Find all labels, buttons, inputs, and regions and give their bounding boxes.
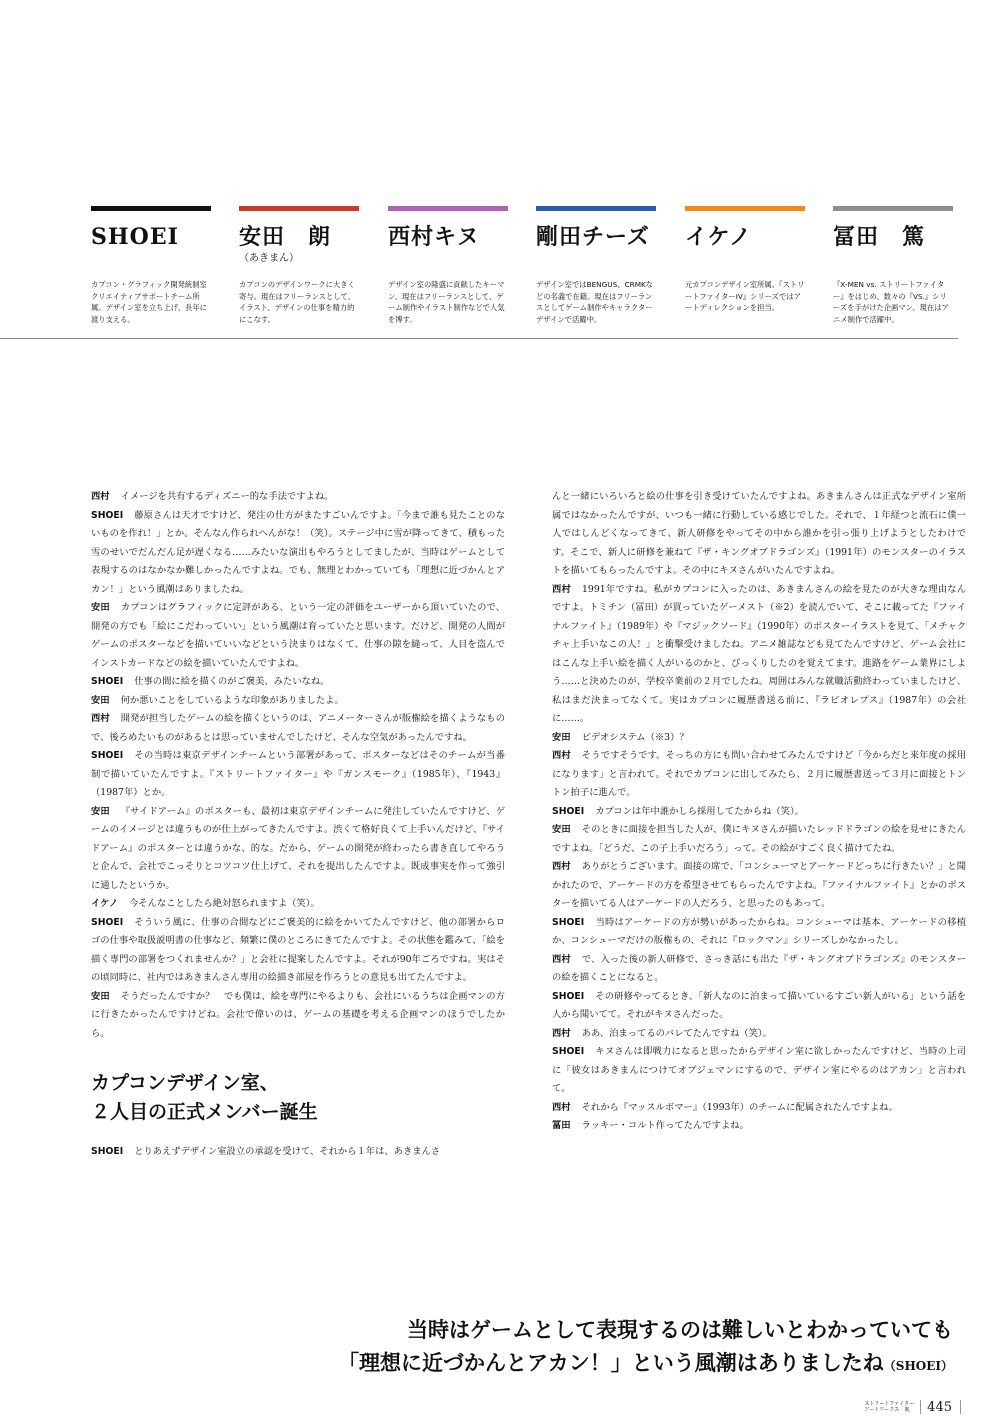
dialogue-text: そうですそうです。そっちの方にも問い合わせてみたんですけど「今からだと来年度の採用になります」と言われて。それでカプコンに出してみたら、２月に履歴書送って３月に面接とトントン拍子に進んで。: [552, 750, 966, 798]
speaker-name: SHOEI: [552, 916, 585, 928]
dialogue-text: 1991年ですね。私がカプコンに入ったのは、あきまんさんの絵を見たのが大きな理由なんですよ。トミチン（冨田）が買っていたゲーメスト（※2）を読んでいて、そこに載ってた『ファイナルファイト』（1989年）や『マジックソード』（1990年）のポスターイラストを見て、「メチャクチャ上手いなこの人！」と衝撃受けましたね。アニメ雑誌なども見てたんですけど、ゲーム会社にはこんな上手い絵を描く人がいるのかと、びっくりしたのを覚えてます。進路をゲーム業界にしよう……と決めたのが、学校卒業前の２月でしたね。周囲はみんな就職活動終わっていましたけど、私はまだ決まってなくて。実はカプコンに履歴書送る前に、『ラビオレプス』（1987年）の会社に……。: [552, 583, 966, 724]
dialogue-text: その研修やってるとき、「新人なのに泊まって描いているすごい新人がいる」という話を人から聞いてて。それがキヌさんだった。: [552, 990, 966, 1020]
dialogue-text: キヌさんは即戦力になると思ったからデザイン室に欲しかったんですけど、当時の上司に「彼女はあきまんにつけてオブジェマンにするので、デザイン室にやるのはアカン」と言われて。: [552, 1046, 966, 1094]
interview-column-left: [91, 488, 505, 1162]
profile-yasuda: [239, 206, 359, 325]
section-heading: [91, 1069, 505, 1127]
profile-description: デザイン室の隆盛に貢献したキーマン。現在はフリーランスとして、ゲーム制作やイラスト制作などで人気を博す。: [388, 280, 505, 324]
speaker-name: 西村: [552, 750, 571, 761]
profile-ikeno: [685, 206, 805, 314]
dialogue-list: [91, 488, 505, 1043]
speaker-name: SHOEI: [91, 676, 124, 687]
speaker-name: イケノ: [91, 898, 119, 909]
profile-color-bar: [388, 206, 508, 211]
dialogue-text: それから『マッスルボマー』（1993年）のチームに配属されたんですよね。: [581, 1101, 898, 1113]
dialogue-text: その当時は東京デザインチームという部署があって、ポスターなどはそのチームが当番制で描いていたんですよ。『ストリートファイター』や『ガンスモーク』（1985年）、『1943』（1987年）とか。: [91, 750, 505, 798]
dialogue-text: 開発が担当したゲームの絵を描くというのは、アニメーターさんが版権絵を描くようなもので、後ろめたいものがあるとは思っていませんでしたけど、そんな空気があったんですね。: [91, 713, 505, 743]
pull-quote-line: [338, 1346, 953, 1383]
profile-description: カプコンのデザインワークに大きく寄与。現在はフリーランスとして、イラスト、デザインの仕事を精力的にこなす。: [239, 280, 356, 324]
dialogue-text: カプコンはグラフィックに定評がある、という一定の評価をユーザーから頂いていたので、開発の方でも「絵にこだわっていい」という風潮は育っていたと思います。だけど、開発の人間がゲームのポスターなどを描いていいなどという決まりはなくて、仕事の隙を縫って、人目を盗んでインストカードなどの絵を描いていたんですよね。: [91, 602, 505, 669]
footer-separator: [960, 1400, 961, 1414]
dialogue-text: 仕事の間に絵を描くのがご褒美、みたいなね。: [134, 676, 330, 687]
dialogue-text: そのときに面接を担当した人が、僕にキヌさんが描いたレッドドラゴンの絵を見せにきたんですよね。「どうだ、この子上手いだろう」って。その絵がすごく良く描けてたね。: [552, 824, 966, 854]
speaker-name: 西村: [552, 583, 571, 595]
profile-description: 元カプコンデザイン室所属。『ストリートファイターIV』シリーズではアートディレクションを担当。: [685, 280, 805, 312]
dialogue-line: [552, 1099, 966, 1118]
dialogue-line: [552, 858, 966, 914]
speaker-name: SHOEI: [91, 750, 124, 761]
profile-tomita: [833, 206, 953, 325]
dialogue-line: [552, 488, 966, 581]
speaker-name: SHOEI: [91, 1146, 124, 1157]
book-title-line: アートワークス 裏: [864, 1407, 910, 1413]
dialogue-line: [552, 747, 966, 803]
profile-reading: [536, 252, 656, 266]
speaker-name: 安田: [91, 694, 110, 706]
dialogue-line: [552, 914, 966, 951]
profile-reading: （あきまん）: [239, 253, 299, 264]
dialogue-line: [552, 1117, 966, 1136]
dialogue-list: [552, 488, 966, 1136]
speaker-name: 冨田: [552, 1120, 571, 1131]
profile-divider: [0, 338, 958, 339]
speaker-name: SHOEI: [552, 990, 585, 1002]
book-title-line: ストリートファイター: [864, 1401, 915, 1407]
pull-quote-line: 当時はゲームとして表現するのは難しいとわかっていても: [407, 1317, 953, 1342]
dialogue-text: イメージを共有するディズニー的な手法ですよね。: [120, 491, 334, 502]
dialogue-text: 何か悪いことをしているような印象がありましたよ。: [120, 694, 344, 706]
speaker-name: 安田: [552, 824, 571, 835]
profile-reading: [91, 252, 211, 266]
interview-column-right: [552, 488, 966, 1136]
dialogue-line: [91, 710, 505, 747]
page-footer: [864, 1396, 961, 1418]
pull-quote-text: 「理想に近づかんとアカン！」という風潮はありましたね: [337, 1350, 884, 1375]
dialogue-text: 今そんなことしたら絶対怒られますよ（笑）。: [129, 898, 320, 909]
speaker-name: SHOEI: [91, 916, 124, 928]
dialogue-line: [552, 1025, 966, 1044]
dialogue-text: で、入った後の新人研修で、さっき話にも出た『ザ・キングオブドラゴンズ』のモンスターの絵を描くことになると。: [552, 953, 966, 983]
section-heading-line: カプコンデザイン室、: [91, 1072, 279, 1094]
dialogue-line: [552, 951, 966, 988]
profile-reading: [388, 252, 508, 266]
dialogue-text: そういう風に、仕事の合間などにご褒美的に絵をかいてたんですけど、他の部署からロゴの仕事や取扱説明書の仕事など、頻繁に僕のところにきてたんですよ。その状態を鑑みて、「絵を描く専門の部署をつくれませんか？」と会社に提案したんですよ。それが90年ごろですね。実はその頃同時に、社内ではあきまんさん専用の絵描き部屋を作ろうとの意見も出てたんですよ。: [91, 916, 505, 983]
dialogue-text: 藤原さんは天才ですけど、発注の仕方がまたすごいんですよ。「今まで誰も見たことのないものを作れ！」とか。そんなん作られへんがな！（笑）。ステージ中に雪が降ってきて、積もった雪のせいでだんだん足が遅くなる……みたいな演出もやろうとしてましたが、当時はゲームとして表現するのはなかなか難しかったんですよね。でも、無理とわかっていても「理想に近づかんとアカン！」という風潮はありましたね。: [91, 509, 505, 595]
dialogue-line: [552, 1043, 966, 1099]
speaker-name: 西村: [552, 953, 571, 965]
dialogue-line: [91, 988, 505, 1044]
dialogue-text: カプコンは年中誰かしら採用してたからね（笑）。: [595, 805, 804, 817]
dialogue-text: ありがとうございます。面接の席で、「コンシューマとアーケードどっちに行きたい？」と聞かれたので、アーケードの方を希望させてもらったんですよね。『ファイナルファイト』とかのポスターを描いてる人はアーケードの人だろう、と思ったのもあって。: [552, 861, 966, 909]
dialogue-text: ビデオシステム（※3）？: [581, 731, 689, 743]
dialogue-line: [91, 488, 505, 507]
profile-name: 冨田 篤: [833, 224, 926, 250]
profile-name: 西村キヌ: [388, 224, 480, 250]
dialogue-text: 『サイドアーム』のポスターも、最初は東京デザインチームに発注していたんですけど、ゲームのイメージとは違うものが仕上がってきたんですよ。渋くて格好良くて上手いんだけど、『サイドアーム』のポスターとは違うかな、的な。だから、ゲームの開発が終わったら書き直してやろうと企んで、会社でこっそりとコツコツ仕上げて、それを提出したんですよ。既成事実を作って強引に通したというか。: [91, 805, 505, 891]
speaker-name: 西村: [552, 1027, 571, 1039]
dialogue-line: [91, 599, 505, 673]
dialogue-line: [552, 821, 966, 858]
profile-color-bar: [239, 206, 359, 211]
speaker-name: SHOEI: [552, 1046, 585, 1057]
profile-name: 安田 朗: [239, 224, 332, 250]
pull-quote-attribution: （SHOEI）: [883, 1359, 953, 1373]
speaker-name: 安田: [552, 731, 571, 743]
speaker-name: 安田: [91, 602, 110, 613]
pull-quote: [338, 1313, 953, 1383]
dialogue-line: [91, 1143, 505, 1162]
dialogue-line: [91, 747, 505, 803]
footer-separator: [920, 1400, 921, 1414]
dialogue-text: ラッキー・コルト作ってたんですよね。: [581, 1120, 749, 1131]
dialogue-line: [91, 692, 505, 711]
profile-reading: [685, 252, 805, 266]
profile-description: デザイン室ではBENGUS、CRMKなどの名義で在籍。現在はフリーランスとしてゲーム制作やキャラクターデザインで活躍中。: [536, 280, 654, 324]
page-number: 445: [927, 1399, 952, 1415]
dialogue-line: [552, 988, 966, 1025]
profile-shoei: [91, 206, 211, 325]
profile-gouda: [536, 206, 656, 325]
profile-nishimura: [388, 206, 508, 325]
profile-color-bar: [91, 206, 211, 211]
dialogue-line: [552, 581, 966, 729]
speaker-name: 西村: [552, 1101, 571, 1113]
dialogue-text: ああ、泊まってるのバレてたんですね（笑）。: [581, 1027, 772, 1039]
profile-name: 剛田チーズ: [536, 224, 650, 250]
dialogue-line: [552, 729, 966, 748]
speaker-name: SHOEI: [552, 805, 585, 817]
dialogue-line: [91, 803, 505, 896]
profile-description: 『X-MEN vs. ストリートファイター』をはじめ、数々の『VS.』シリーズを手がけた企画マン。現在はアニメ制作で活躍中。: [833, 280, 949, 324]
dialogue-list: [91, 1143, 505, 1162]
profile-color-bar: [833, 206, 953, 211]
profile-name: イケノ: [685, 224, 753, 250]
profile-color-bar: [536, 206, 656, 211]
dialogue-text: んと一緒にいろいろと絵の仕事を引き受けていたんですよね。あきまんさんは正式なデザイン室所属ではなかったんですが、いつも一緒に行動している感じでした。それで、１年経つと流石に僕一人ではしんどくなってきて、新人研修をやってその中から誰かを引っ張り上げようとしたわけです。そこで、新人に研修を兼ねて『ザ・キングオブドラゴンズ』（1991年）のモンスターのイラストを描いてもらったんですよ。その中にキヌさんがいたんですよね。: [552, 491, 966, 576]
book-title: [864, 1401, 914, 1413]
dialogue-line: [91, 673, 505, 692]
section-heading-line: ２人目の正式メンバー誕生: [91, 1101, 318, 1123]
dialogue-line: [91, 507, 505, 600]
profile-description: カプコン・グラフィック開発統制室 クリエイティブサポートチーム所属。デザイン室を立ち上げ、長年に渡り支える。: [91, 280, 207, 324]
profile-strip: [91, 206, 961, 336]
profile-name: SHOEI: [91, 224, 179, 250]
dialogue-text: とりあえずデザイン室設立の承認を受けて、それから１年は、あきまんさ: [134, 1146, 441, 1157]
dialogue-text: そうだったんですか？ でも僕は、絵を専門にやるよりも、会社にいるうちは企画マンの方に行きたかったんですけどね。会社で偉いのは、ゲームの基礎を考える企画マンのほうでしたから。: [91, 990, 505, 1039]
dialogue-line: [552, 803, 966, 822]
speaker-name: 西村: [91, 713, 110, 724]
profile-reading: [833, 252, 953, 266]
dialogue-text: 当時はアーケードの方が勢いがあったからね。コンシューマは基本、アーケードの移植か、コンシューマだけの版権もの、それに『ロックマン』シリーズしかなかったし。: [552, 916, 966, 946]
speaker-name: SHOEI: [91, 509, 124, 521]
dialogue-line: [91, 914, 505, 988]
speaker-name: 西村: [91, 491, 110, 502]
speaker-name: 安田: [91, 990, 110, 1002]
speaker-name: 安田: [91, 805, 110, 817]
profile-color-bar: [685, 206, 805, 211]
dialogue-line: [91, 895, 505, 914]
speaker-name: 西村: [552, 861, 571, 872]
